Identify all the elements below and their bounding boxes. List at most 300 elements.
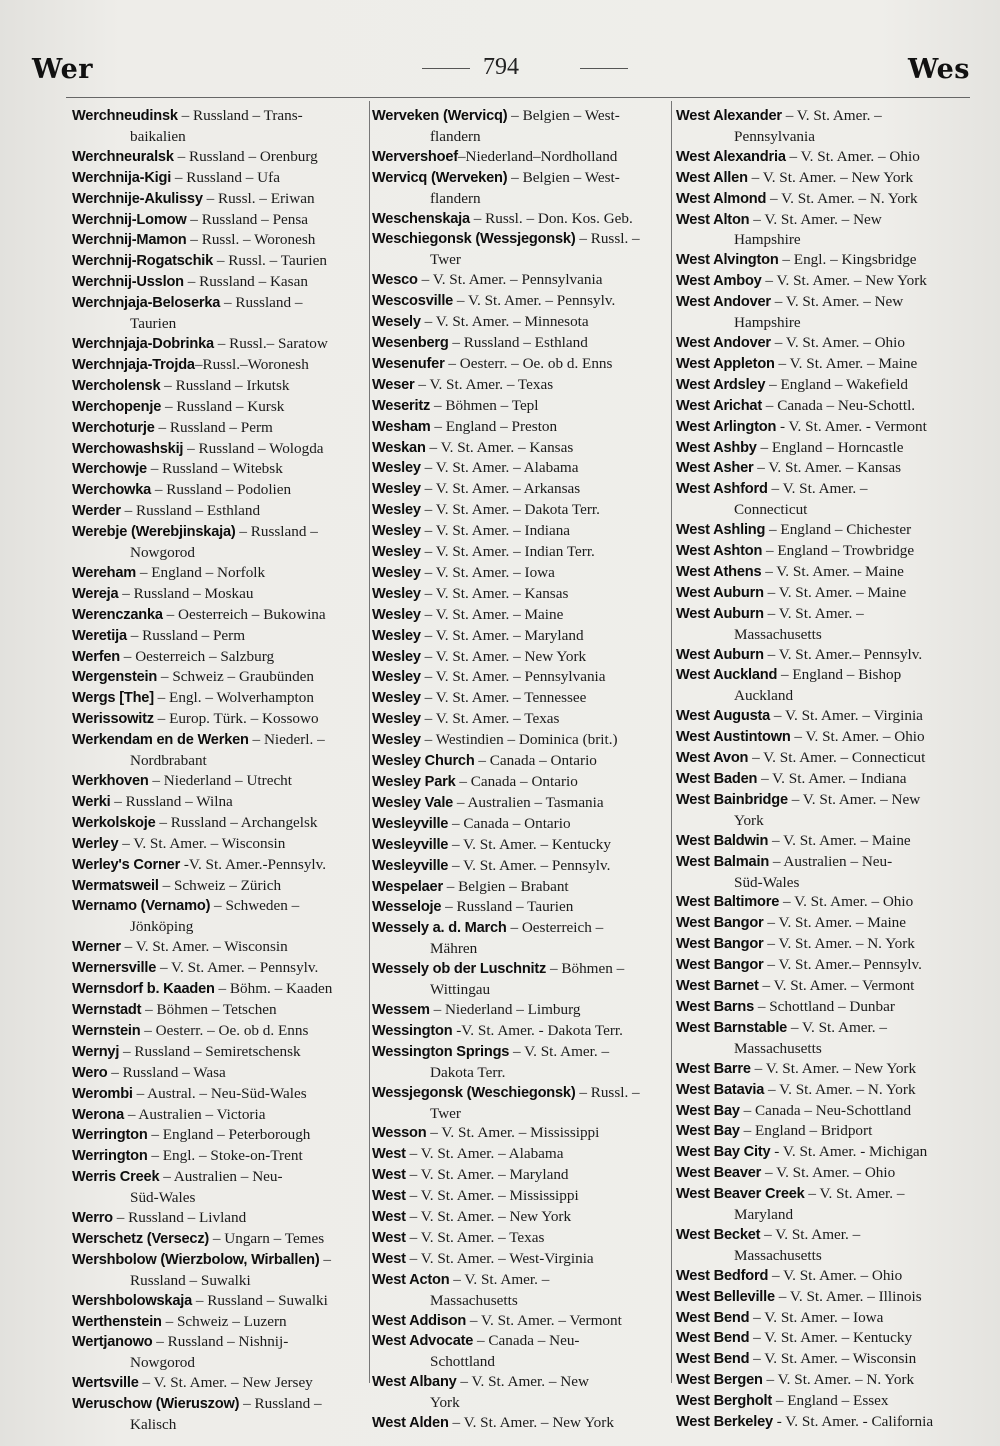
- entry-location: Taurien: [130, 315, 177, 333]
- entry-headword: Wernstein: [72, 1022, 141, 1039]
- entry-headword: Werenczanka: [72, 606, 163, 623]
- entry-line: [372, 772, 672, 793]
- entry-continuation: [372, 189, 672, 209]
- entry-location: – V. St. Amer. – Arkansas: [420, 480, 581, 498]
- entry-line: [372, 291, 672, 312]
- entry-location: Maryland: [734, 1206, 794, 1224]
- entry-location: – V. St. Amer. – Alabama: [420, 459, 579, 477]
- entry-headword: Werthenstein: [72, 1313, 162, 1330]
- entry-continuation: [676, 686, 976, 706]
- entry-headword: Werchnij-Usslon: [72, 274, 184, 291]
- page-number: 794: [483, 54, 519, 80]
- entry-line: [72, 376, 372, 397]
- entry-location: – Russland – Esthland: [120, 502, 261, 520]
- entry-location: – Russland – Perm: [154, 418, 273, 436]
- entry-location: – Engl. – Stoke-on-Trent: [147, 1147, 303, 1165]
- entry-headword: Werchnij-Mamon: [72, 232, 187, 249]
- entry-headword: Wertsville: [72, 1375, 139, 1392]
- entry-line: [372, 877, 672, 898]
- entry-location: York: [734, 811, 764, 829]
- entry-location: Kalisch: [130, 1416, 177, 1434]
- entry-headword: Wernstadt: [72, 1001, 142, 1018]
- entry-line: [676, 189, 976, 210]
- entry-location: – V. St. Amer. – Indiana: [420, 522, 571, 540]
- entry-headword: West Arlington: [676, 418, 777, 435]
- entry-location: – Russl.– Saratow: [213, 334, 328, 352]
- entry-location: – Schweiz – Zürich: [158, 876, 282, 894]
- entry-location: Nowgorod: [130, 1354, 195, 1372]
- entry-location: – Russl. –: [575, 1083, 640, 1101]
- entry-headword: West Becket: [676, 1226, 761, 1243]
- entry-headword: Wervicq (Werveken): [372, 169, 508, 186]
- entry-line: [676, 396, 976, 417]
- entry-location: Connecticut: [734, 501, 808, 519]
- entry-location: – Ungarn – Temes: [209, 1229, 325, 1247]
- entry-headword: Werchowka: [72, 482, 152, 499]
- entry-location: – Russland – Irkutsk: [160, 376, 290, 394]
- entry-location: – V. St. Amer. – Ohio: [770, 333, 905, 351]
- entry-line: [72, 896, 372, 917]
- entry-location: – Russland –: [220, 294, 303, 312]
- entry-headword: Wesley Park: [372, 774, 456, 790]
- entry-line: [72, 1312, 372, 1333]
- entry-headword: Wessington: [372, 1022, 453, 1039]
- entry-line: [72, 147, 372, 168]
- entry-line: [72, 792, 372, 813]
- entry-headword: West Alexandria: [676, 148, 786, 165]
- entry-line: [72, 1063, 372, 1084]
- entry-line: [372, 793, 672, 814]
- entry-headword: Wesenberg: [372, 334, 449, 351]
- entry-location: – V. St. Amer. – New York: [750, 1059, 917, 1077]
- entry-line: [372, 147, 672, 168]
- entry-location: – Russland – Orenburg: [173, 147, 318, 165]
- entry-headword: Werkolskoje: [72, 814, 156, 831]
- entry-line: [676, 1412, 976, 1433]
- entry-headword: West Asher: [676, 460, 754, 477]
- entry-location: – V. St. Amer. – Maryland: [420, 626, 584, 644]
- entry-headword: Wesley Church: [372, 753, 475, 770]
- page-header: [32, 50, 970, 90]
- entry-headword: Werebje (Werebjinskaja): [72, 524, 236, 541]
- entry-headword: Werrington: [72, 1148, 148, 1165]
- entry-headword: West Bainbridge: [676, 791, 788, 808]
- entry-location: – V. St. Amer. – Pennsylvania: [417, 271, 603, 289]
- entry-location: – V. St. Amer. –: [787, 1018, 887, 1036]
- entry-line: [676, 852, 976, 873]
- entry-line: [372, 270, 672, 291]
- entry-headword: West Acton: [372, 1271, 450, 1288]
- entry-headword: Wesley: [372, 585, 421, 602]
- entry-headword: West Bangor: [676, 957, 764, 974]
- entry-location: baikalien: [130, 127, 186, 145]
- entry-line: [72, 480, 372, 501]
- entry-headword: West Allen: [676, 169, 748, 186]
- entry-continuation: [676, 313, 976, 333]
- entry-location: – Belgien – West-: [507, 107, 620, 124]
- entry-line: [72, 937, 372, 958]
- entry-location: – V. St. Amer. –: [763, 604, 864, 622]
- entry-line: [676, 541, 976, 562]
- entry-headword: Wernyj: [72, 1043, 120, 1060]
- entry-continuation: [676, 1039, 976, 1059]
- entry-headword: Weskan: [372, 439, 426, 456]
- entry-line: [676, 1287, 976, 1308]
- entry-headword: West Baden: [676, 771, 758, 787]
- entry-headword: Wervershoef: [372, 148, 458, 165]
- entry-location: – V. St. Amer. – Indian Terr.: [420, 543, 595, 561]
- entry-location: Süd-Wales: [734, 873, 800, 891]
- entry-line: [676, 1018, 976, 1039]
- entry-location: – V. St. Amer. –: [781, 107, 882, 124]
- entry-line: [72, 979, 372, 1000]
- entry-location: – Niederland – Limburg: [429, 1000, 581, 1018]
- entry-headword: Werissowitz: [72, 711, 154, 728]
- column-3: [676, 106, 976, 1433]
- entry-location: – Oesterreich –: [506, 919, 604, 937]
- entry-line: [372, 667, 672, 688]
- entry-location: – Russl. –: [575, 230, 640, 248]
- entry-headword: West Balmain: [676, 853, 770, 870]
- entry-location: – V. St. Amer. – Kansas: [425, 438, 574, 456]
- entry-location: – Russl. – Taurien: [213, 252, 327, 270]
- entry-line: [72, 459, 372, 480]
- entry-location: Auckland: [734, 687, 794, 705]
- entry-line: [72, 1042, 372, 1063]
- entry-location: – V. St. Amer. – Tennessee: [420, 689, 587, 707]
- entry-location: – Russland – Wasa: [107, 1063, 226, 1081]
- entry-location: – Russland – Podolien: [151, 481, 292, 499]
- entry-location: – Niederl. –: [248, 731, 325, 749]
- entry-line: [676, 562, 976, 583]
- entry-line: [372, 438, 672, 459]
- entry-location: – England – Trowbridge: [762, 542, 915, 560]
- entry-headword: West: [372, 1209, 406, 1226]
- entry-location: Süd-Wales: [130, 1189, 196, 1207]
- entry-continuation: [72, 1271, 372, 1291]
- entry-line: [372, 1186, 672, 1207]
- entry-line: [372, 312, 672, 333]
- entry-continuation: [676, 1246, 976, 1266]
- entry-headword: Werchneuralsk: [72, 148, 174, 165]
- entry-line: [372, 1331, 672, 1352]
- entry-line: [676, 438, 976, 459]
- entry-headword: Werchnjaja-Dobrinka: [72, 335, 214, 352]
- entry-line: [72, 272, 372, 293]
- entry-line: [372, 500, 672, 521]
- entry-headword: West Athens: [676, 563, 762, 580]
- entry-location: – V. St. Amer. – New: [456, 1373, 589, 1391]
- entry-line: [372, 479, 672, 500]
- entry-headword: Wergenstein: [72, 669, 158, 686]
- header-rule-left: [422, 68, 470, 69]
- entry-location: – England – Essex: [772, 1392, 889, 1410]
- entry-location: Dakota Terr.: [430, 1063, 506, 1081]
- entry-location: Massachusetts: [734, 625, 822, 643]
- entry-headword: West Alden: [372, 1415, 449, 1432]
- entry-continuation: [676, 1205, 976, 1225]
- entry-line: [676, 168, 976, 189]
- entry-headword: Wesham: [372, 418, 431, 435]
- entry-headword: Wertjanowo: [72, 1334, 153, 1351]
- entry-location: – V. St. Amer. – Indiana: [757, 770, 907, 787]
- entry-location: Twer: [430, 1104, 461, 1122]
- entry-headword: Wernersville: [72, 960, 157, 977]
- entry-line: [72, 1125, 372, 1146]
- entry-continuation: [72, 1353, 372, 1373]
- entry-location: – England – Norfolk: [136, 563, 266, 581]
- entry-headword: Wesco: [372, 272, 418, 289]
- entry-headword: Weseritz: [372, 397, 431, 414]
- entry-line: [676, 1059, 976, 1080]
- entry-line: [676, 955, 976, 976]
- entry-headword: Wesley: [372, 481, 421, 498]
- entry-line: [72, 688, 372, 709]
- entry-line: [72, 771, 372, 792]
- entry-line: [372, 1083, 672, 1104]
- entry-location: – Oesterreich – Salzburg: [120, 647, 275, 665]
- entry-line: [676, 375, 976, 396]
- entry-location: – V. St. Amer. – Maine: [763, 583, 907, 601]
- entry-headword: West: [372, 1167, 406, 1184]
- entry-continuation: [676, 811, 976, 831]
- entry-location: – V. St. Amer. – New: [749, 210, 882, 228]
- entry-line: [372, 897, 672, 918]
- entry-line: [676, 1080, 976, 1101]
- entry-location: – V. St. Amer. – Pennsylv.: [448, 856, 611, 874]
- entry-line: [72, 189, 372, 210]
- entry-location: Hampshire: [734, 231, 801, 249]
- entry-line: [72, 563, 372, 584]
- entry-location: – Canada – Ontario: [448, 814, 571, 832]
- entry-location: – V. St. Amer. – Dakota Terr.: [420, 501, 600, 519]
- entry-continuation: [372, 127, 672, 147]
- entry-location: – Schweden –: [210, 897, 300, 915]
- entry-location: – Russland – Wologda: [183, 439, 324, 457]
- entry-continuation: [72, 543, 372, 563]
- entry-location: – V. St. Amer. – Ohio: [785, 147, 920, 165]
- entry-line: [72, 106, 372, 127]
- entry-headword: Wesleyville: [372, 857, 449, 874]
- entry-line: [372, 1413, 672, 1434]
- entry-headword: Wesley: [372, 690, 421, 707]
- entry-headword: West Alexander: [676, 108, 782, 124]
- entry-line: [676, 479, 976, 500]
- entry-line: [372, 354, 672, 375]
- entry-location: – V. St. Amer. – West-Virginia: [405, 1249, 594, 1267]
- entry-location: -V. St. Amer.-Pennsylv.: [180, 855, 327, 873]
- entry-location: Hampshire: [734, 314, 801, 332]
- entry-location: – Canada – Neu-Schottland: [739, 1101, 912, 1119]
- entry-headword: West: [372, 1229, 406, 1246]
- entry-location: – Russland – Perm: [126, 626, 246, 644]
- entry-line: [676, 1391, 976, 1412]
- entry-line: [372, 626, 672, 647]
- entry-line: [72, 855, 372, 876]
- entry-headword: Werchopenje: [72, 398, 162, 415]
- column-1: [72, 106, 372, 1435]
- entry-line: [676, 458, 976, 479]
- entry-location: – Russland – Semiretschensk: [119, 1042, 301, 1060]
- entry-line: [72, 418, 372, 439]
- entry-line: [372, 814, 672, 835]
- entry-location: – Böhmen –: [546, 960, 625, 978]
- entry-continuation: [72, 751, 372, 771]
- entry-location: – V. St. Amer. – New York: [420, 647, 587, 665]
- entry-headword: West Auburn: [676, 646, 764, 663]
- entry-continuation: [72, 127, 372, 147]
- column-2: [372, 106, 672, 1434]
- entry-headword: Wercholensk: [72, 377, 161, 394]
- entry-location: – V. St. Amer. – Pennsylv.: [453, 292, 616, 310]
- entry-location: – V. St. Amer. – N. York: [762, 1371, 915, 1389]
- entry-line: [72, 1291, 372, 1312]
- entry-location: – V. St. Amer. – Minnesota: [420, 313, 589, 331]
- entry-line: [676, 604, 976, 625]
- entry-location: – V. St. Amer. – Vermont: [466, 1311, 622, 1329]
- entry-location: – Böhmen – Tetschen: [141, 1000, 277, 1018]
- entry-line: [676, 1101, 976, 1122]
- entry-location: – Belgien – Brabant: [442, 877, 569, 895]
- entry-location: – Russland – Moskau: [118, 584, 254, 602]
- entry-line: [72, 1332, 372, 1353]
- entry-location: – Oesterr. – Oe. ob d. Enns: [140, 1021, 309, 1039]
- entry-line: [72, 210, 372, 231]
- entry-headword: Werchowje: [72, 461, 147, 478]
- entry-line: [72, 1250, 372, 1271]
- entry-location: – V. St. Amer. – Pennsylvania: [420, 668, 606, 686]
- entry-headword: Wermatsweil: [72, 877, 159, 894]
- entry-location: – V. St. Amer. – New York: [761, 272, 927, 290]
- entry-location: – V. St. Amer. – Alabama: [405, 1145, 564, 1163]
- entry-line: [372, 563, 672, 584]
- entry-headword: Werchnije-Akulissy: [72, 190, 203, 207]
- running-head-right: Wes: [908, 54, 970, 85]
- entry-headword: West: [372, 1188, 406, 1205]
- entry-line: [72, 709, 372, 730]
- entry-line: [676, 645, 976, 666]
- entry-headword: West: [372, 1250, 406, 1267]
- entry-location: – V. St. Amer. – Mississippi: [426, 1124, 600, 1142]
- entry-headword: Werchnjaja-Beloserka: [72, 295, 221, 312]
- entry-line: [676, 250, 976, 271]
- entry-continuation: [372, 1063, 672, 1083]
- entry-headword: West Berkeley: [676, 1414, 773, 1431]
- entry-location: – V. St. Amer. –: [804, 1185, 905, 1203]
- entry-location: – V. St. Amer. – Iowa: [420, 563, 555, 581]
- entry-location: – V. St. Amer. – New York: [747, 168, 914, 186]
- entry-line: [72, 647, 372, 668]
- entry-line: [72, 1208, 372, 1229]
- entry-line: [676, 1370, 976, 1391]
- entry-headword: West Bend: [676, 1309, 750, 1326]
- entry-headword: West Bergholt: [676, 1393, 773, 1410]
- entry-headword: Wesley: [372, 669, 421, 686]
- entry-line: [372, 229, 672, 250]
- entry-location: - V. St. Amer. - Vermont: [776, 417, 927, 435]
- entry-location: – Russland – Taurien: [441, 898, 574, 916]
- entry-line: [676, 1349, 976, 1370]
- entry-headword: West Ashford: [676, 481, 768, 498]
- entry-line: [676, 831, 976, 852]
- entry-location: Nordbrabant: [130, 752, 207, 770]
- entry-line: [372, 333, 672, 354]
- entry-headword: West Auckland: [676, 667, 778, 684]
- entry-line: [676, 748, 976, 769]
- entry-headword: West: [372, 1146, 406, 1163]
- entry-headword: West Alton: [676, 211, 750, 228]
- entry-continuation: [372, 1352, 672, 1372]
- entry-line: [72, 1394, 372, 1415]
- entry-line: [372, 688, 672, 709]
- entry-location: – V. St. Amer. – Kentucky: [749, 1329, 913, 1347]
- entry-continuation: [676, 873, 976, 893]
- entry-line: [372, 542, 672, 563]
- entry-location: Massachusetts: [734, 1246, 822, 1264]
- entry-location: – Westindien – Dominica (brit.): [420, 731, 618, 749]
- entry-line: [372, 856, 672, 877]
- entry-location: – V. St. Amer. – Ohio: [790, 728, 925, 746]
- entry-headword: Weser: [372, 376, 415, 393]
- entry-line: [676, 934, 976, 955]
- entry-headword: Wessjegonsk (Weschiegonsk): [372, 1084, 576, 1101]
- entry-location: – England – Preston: [430, 417, 558, 435]
- entry-headword: Werki: [72, 793, 111, 810]
- entry-headword: Wesley: [372, 711, 421, 728]
- entry-location: – V. St. Amer. – Maine: [763, 914, 907, 932]
- entry-line: [72, 1229, 372, 1250]
- entry-location: – V. St. Amer. – Iowa: [749, 1308, 884, 1326]
- entry-location: – Russland – Suwalki: [192, 1291, 328, 1309]
- entry-continuation: [372, 980, 672, 1000]
- entry-headword: Wernamo (Vernamo): [72, 898, 211, 915]
- entry-headword: Werchnjaja-Trojda: [72, 356, 195, 373]
- entry-line: [676, 997, 976, 1018]
- entry-continuation: [372, 1291, 672, 1311]
- entry-headword: West Ashton: [676, 543, 763, 560]
- entry-location: – Russland – Wilna: [110, 792, 233, 810]
- entry-location: – Australien – Neu-: [159, 1168, 283, 1186]
- entry-location: – Russland –: [239, 1395, 322, 1413]
- entry-headword: Werchnij-Rogatschik: [72, 253, 214, 270]
- entry-location: – V. St. Amer. – New York: [405, 1208, 572, 1226]
- entry-headword: West Belleville: [676, 1288, 775, 1305]
- entry-headword: Werner: [72, 939, 121, 956]
- entry-line: [72, 584, 372, 605]
- entry-line: [676, 292, 976, 313]
- entry-location: – Engl. – Wolverhampton: [153, 689, 314, 707]
- entry-headword: West Bangor: [676, 915, 764, 932]
- entry-headword: Werchneudinsk: [72, 108, 178, 124]
- header-divider: [66, 97, 970, 98]
- entry-location: – V. St. Amer. – Connecticut: [748, 749, 926, 767]
- entry-headword: West Bangor: [676, 936, 764, 953]
- entry-headword: Wespelaer: [372, 878, 443, 895]
- entry-headword: West Avon: [676, 750, 749, 767]
- entry-line: [372, 1042, 672, 1063]
- entry-location: – Böhm. – Kaaden: [214, 980, 333, 998]
- entry-headword: West Barns: [676, 998, 755, 1015]
- entry-location: Wittingau: [430, 981, 491, 999]
- entry-location: – Russl. – Woronesh: [186, 231, 316, 249]
- entry-headword: Wereja: [72, 585, 119, 602]
- entry-headword: Werombi: [72, 1085, 133, 1102]
- entry-line: [72, 397, 372, 418]
- entry-line: [72, 439, 372, 460]
- entry-location: – V. St. Amer. – Virginia: [770, 707, 923, 725]
- entry-headword: Wesley: [372, 627, 421, 644]
- entry-headword: Wessely ob der Luschnitz: [372, 961, 547, 978]
